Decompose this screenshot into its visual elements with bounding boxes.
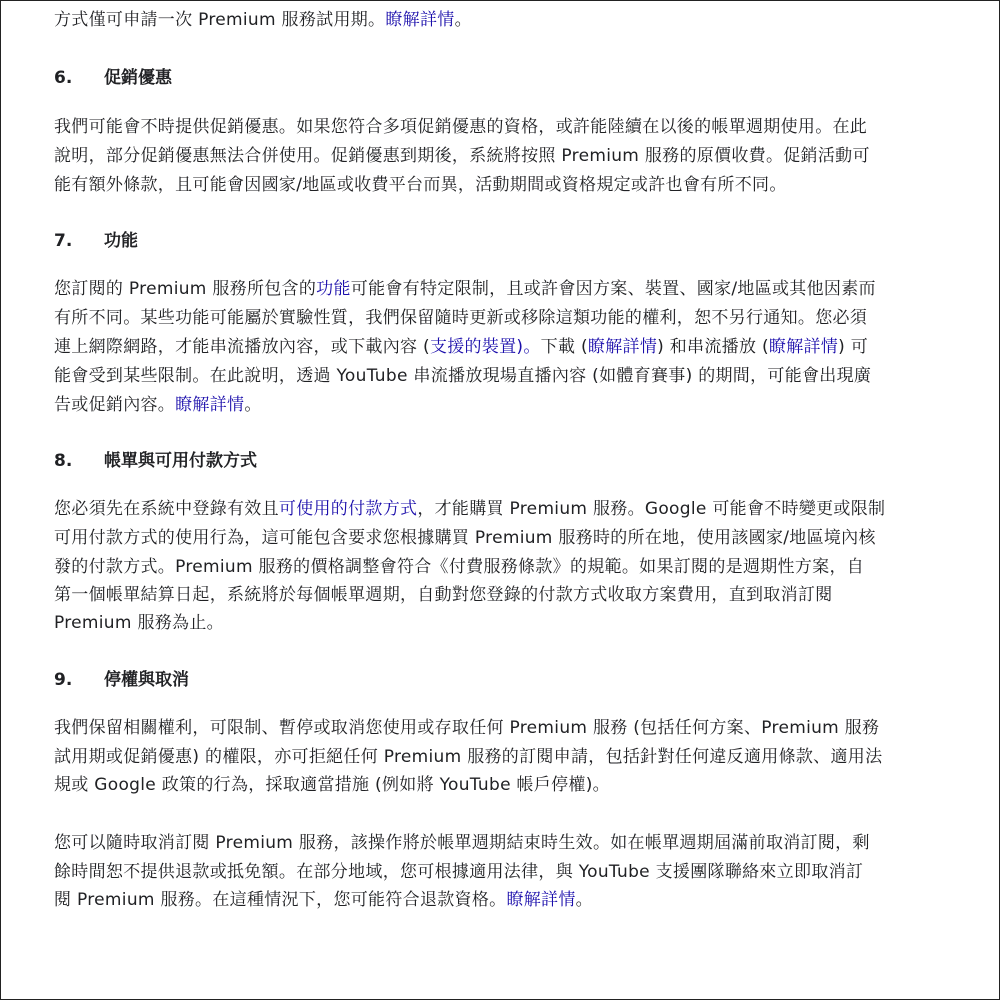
paragraph-line: Premium 服務為止。 bbox=[54, 613, 224, 633]
supported-devices-link[interactable]: 支援的裝置)。 bbox=[429, 337, 541, 357]
terms-document bbox=[1, 1, 999, 999]
section-title: 帳單與可用付款方式 bbox=[104, 451, 257, 471]
section-title: 停權與取消 bbox=[104, 670, 189, 690]
paragraph-line: 您訂閱的 Premium 服務所包含的功能可能會有特定限制，且或許會因方案、裝置、國家/地區或其他因素而 bbox=[54, 279, 876, 299]
streaming-learn-more-link[interactable]: 瞭解詳情 bbox=[768, 337, 839, 357]
section-number: 9. bbox=[54, 670, 73, 690]
paragraph-line: 規或 Google 政策的行為，採取適當措施 (例如將 YouTube 帳戶停權)。 bbox=[54, 775, 610, 795]
paragraph-line: 告或促銷內容。瞭解詳情。 bbox=[54, 395, 262, 415]
paragraph-line: 能有額外條款，且可能會因國家/地區或收費平台而異，活動期間或資格規定或許也會有所不同。 bbox=[54, 175, 787, 195]
paragraph-line: 發的付款方式。Premium 服務的價格調整會符合《付費服務條款》的規範。如果訂閱的是週期性方案，自 bbox=[54, 557, 865, 577]
paragraph-line: 我們可能會不時提供促銷優惠。如果您符合多項促銷優惠的資格，或許能陸續在以後的帳單週期使用。在此 bbox=[54, 117, 868, 137]
learn-more-link[interactable]: 瞭解詳情 bbox=[385, 10, 455, 30]
section-number: 7. bbox=[54, 231, 73, 251]
paragraph-line: 您必須先在系統中登錄有效且可使用的付款方式，才能購買 Premium 服務。Google 可能會不時變更或限制 bbox=[54, 499, 886, 519]
section-number: 6. bbox=[54, 68, 73, 88]
paragraph-line: 第一個帳單結算日起，系統將於每個帳單週期，自動對您登錄的付款方式收取方案費用，直到取消訂閱 bbox=[54, 585, 833, 605]
intro-line: 方式僅可申請一次 Premium 服務試用期。瞭解詳情。 bbox=[54, 10, 472, 30]
section-number: 8. bbox=[54, 451, 73, 471]
paragraph-line: 能會受到某些限制。在此說明，透過 YouTube 串流播放現場直播內容 (如體育賽事) 的期間，可能會出現廣 bbox=[54, 366, 872, 386]
section-7-heading bbox=[54, 227, 138, 256]
section-6-heading bbox=[54, 64, 172, 93]
section-title: 促銷優惠 bbox=[104, 68, 172, 88]
paragraph-line: 我們保留相關權利，可限制、暫停或取消您使用或存取任何 Premium 服務 (包括任何方案、Premium 服務 bbox=[54, 718, 880, 738]
paragraph-line: 您可以隨時取消訂閱 Premium 服務，該操作將於帳單週期結束時生效。如在帳單週期屆滿前取消訂閱，剩 bbox=[54, 833, 870, 853]
section-9-heading bbox=[54, 666, 189, 695]
paragraph-line: 餘時間恕不提供退款或抵免額。在部分地域，您可根據適用法律，與 YouTube 支援團隊聯絡來立即取消訂 bbox=[54, 862, 864, 882]
refund-learn-more-link[interactable]: 瞭解詳情 bbox=[506, 890, 576, 910]
section-title: 功能 bbox=[104, 231, 138, 251]
payment-methods-link[interactable]: 可使用的付款方式 bbox=[278, 499, 418, 519]
paragraph-line: 閱 Premium 服務。在這種情況下，您可能符合退款資格。瞭解詳情。 bbox=[54, 890, 593, 910]
paragraph-line: 試用期或促銷優惠) 的權限，亦可拒絕任何 Premium 服務的訂閱申請，包括針對任何違反適用條款、適用法 bbox=[54, 747, 883, 767]
features-link[interactable]: 功能 bbox=[316, 279, 351, 299]
section-8-heading bbox=[54, 447, 257, 476]
paragraph-line: 連上網際網路，才能串流播放內容，或下載內容 (支援的裝置)。下載 (瞭解詳情) 和串流播放 (瞭解詳情) 可 bbox=[54, 337, 869, 357]
paragraph-line: 有所不同。某些功能可能屬於實驗性質，我們保留隨時更新或移除這類功能的權利，恕不另行通知。您必須 bbox=[54, 308, 868, 328]
download-learn-more-link[interactable]: 瞭解詳情 bbox=[587, 337, 658, 357]
paragraph-line: 可用付款方式的使用行為，這可能包含要求您根據購買 Premium 服務時的所在地，使用該國家/地區境內核 bbox=[54, 528, 876, 548]
paragraph-line: 說明，部分促銷優惠無法合併使用。促銷優惠到期後，系統將按照 Premium 服務的原價收費。促銷活動可 bbox=[54, 146, 870, 166]
ads-learn-more-link[interactable]: 瞭解詳情 bbox=[175, 395, 245, 415]
